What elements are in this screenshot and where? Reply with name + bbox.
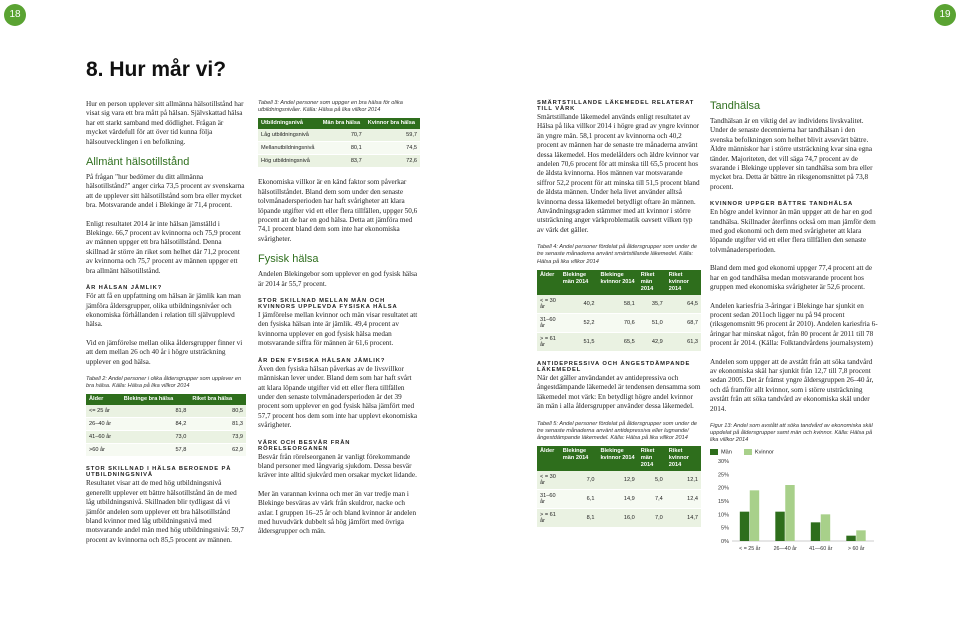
cell: Låg utbildningsnivå <box>258 129 320 142</box>
paragraph: Tandhälsan är en viktig del av individens livskvalitet. Under de senaste decennierna har tandhälsan i den svenska befolkningen som helhet blivit avsevärt bättre. Äldre människor har i större utsträckning kvar sina egna tänder. Majoriteten, det vill säga 74,7 procent av de svarande i Blekinge upplever sin tandhälsa som bra eller mycket bra. Detta är bättre än riksgenomsnittet på 73,8 procent. <box>710 117 873 191</box>
bar-män <box>775 512 784 541</box>
legend-item-kvinnor <box>744 449 774 455</box>
cell: 14,9 <box>597 490 637 509</box>
cell: 12,1 <box>666 471 701 490</box>
bar-män <box>740 512 749 541</box>
subheading-vark: VÄRK OCH BESVÄR FRÅN RÖRELSEORGANEN <box>258 439 351 452</box>
table-row <box>258 155 420 168</box>
legend-label: Kvinnor <box>754 449 774 456</box>
cell: 62,9 <box>189 444 246 457</box>
table-4 <box>537 270 701 352</box>
table-3-caption: Tabell 3: Andel personer som uppger en bra hälsa för olika utbildningsnivåer. Källa: Hälsa på lika villkor 2014 <box>258 100 403 114</box>
column-header: Riket bra hälsa <box>189 394 246 405</box>
paragraph: En högre andel kvinnor än män uppger att de har en god tandhälsa. Skillnader återfinns också om man jämför dem med god ekonomi och dem med svårigheter att klara löpande utgifter vid ett eller flera tillfällen den senaste tolvmånadersperioden. <box>710 208 876 254</box>
paragraph: Besvär från rörelseorganen är vanligt förekommande bland personer med långvarig sjukdom. Dessa besvär kräver inte alltid sjukvård men orsakar mycket lidande. <box>258 452 417 480</box>
cell: 73,0 <box>121 431 190 444</box>
column-header: Blekinge bra hälsa <box>121 394 190 405</box>
cell: 35,7 <box>638 295 666 314</box>
cell: 81,3 <box>189 418 246 431</box>
paragraph: Bland dem med god ekonomi uppger 77,4 procent att de har en god tandhälsa medan motsvarande procent hos gruppen med ekonomiska svårigheter är 52,6 procent. <box>710 264 873 292</box>
paragraph: Andelen Blekingebor som upplever en god fysisk hälsa är 2014 är 55,7 procent. <box>258 270 418 288</box>
column-header: Utbildningsnivå <box>258 118 320 129</box>
paragraph: I jämförelse mellan kvinnor och män visar resultatet att den fysiska hälsan inte är jämlik. 49,4 procent av kvinnorna upplever en god fysisk hälsa medan motsvarande siffra för männen är 61,6 procent. <box>258 311 418 348</box>
table-row <box>86 431 246 444</box>
column-header: Blekinge män 2014 <box>560 446 598 471</box>
cell: > = 61 år <box>537 332 560 351</box>
cell: < = 30 år <box>537 471 560 490</box>
cell: 59,7 <box>365 129 420 142</box>
paragraph: Smärtstillande läkemedel används enligt resultatet av Hälsa på lika villkor 2014 i högre grad av yngre kvinnor än yngre män. 58,1 procent av kvinnorna och 40,2 procent av männen har de senaste tre månaderna använt dessa läkemedel. Hos medelålders och äldre kvinnor var andelen 70,6 procent för att minska till 65,5 procent hos de äldsta kvinnorna. Hos männen var motsvarande siffror 52,2 procent för att minska till 51,5 procent bland de äldsta männen. Under hela livet använder alltså kvinnorna dessa läkemedel betydligt oftare än männen. Användningsgraden stämmer med att kvinnor i större utsträckning anger värkproblematik oavsett vilken typ av värk det gäller. <box>537 113 700 234</box>
cell: 7,0 <box>638 509 666 528</box>
column-header: Blekinge kvinnor 2014 <box>597 270 637 295</box>
column-header: Riket kvinnor 2014 <box>666 446 701 471</box>
legend-item-man <box>710 449 732 455</box>
table-row <box>537 490 701 509</box>
cell: 31–60 år <box>537 313 560 332</box>
page-number-left: 18 <box>4 4 26 26</box>
column-header: Blekinge män 2014 <box>560 270 598 295</box>
table-row <box>537 332 701 351</box>
subheading-fysisk-jamlik: ÄR DEN FYSISKA HÄLSAN JÄMLIK? <box>258 357 386 364</box>
cell: 57,8 <box>121 444 190 457</box>
paragraph: Resultatet visar att de med hög utbildningsnivå generellt upplever ett bättre hälsotillstånd än de med låg utbildningsnivå. Skillnaden blir tydligast då vi jämför andelen som upplever ett bra hälsotillstånd bland kvinnor med låg utbildningsnivå med motsvarande andel män med hög utbildningsnivå: 59,7 procent av kvinnorna och 85,5 procent av männen. <box>86 479 244 544</box>
cell: 8,1 <box>560 509 598 528</box>
paragraph: Ekonomiska villkor är en känd faktor som påverkar hälsotillståndet. Bland dem som under den senaste tolvmånadersperioden har haft svårigheter att klara löpande utgifter vid ett eller flera tillfällen, uppger 50,6 procent att de har en god hälsa. Detta att jämföra med 74,1 procent bland dem som inte har ekonomiska svårigheter. <box>258 178 418 243</box>
cell: < = 30 år <box>537 295 560 314</box>
table-2-caption: Tabell 2: Andel personer i olika åldersgrupper som upplever en bra hälsa. Källa: Hälsa på lika villkor 2014 <box>86 375 242 390</box>
x-tick-label: < = 25 år <box>739 546 761 553</box>
cell: Mellanutbildningsnivå <box>258 142 320 155</box>
figure-13-chart <box>710 449 878 555</box>
cell: 68,7 <box>666 313 701 332</box>
cell: 7,4 <box>638 490 666 509</box>
column-header: Riket kvinnor 2014 <box>666 270 701 295</box>
subheading-antidepressiva: ANTIDEPRESSIVA OCH ÅNGESTDÄMPANDE LÄKEMEDEL <box>537 360 691 373</box>
subheading-jamlik: ÄR HÄLSAN JÄMLIK? <box>86 285 163 292</box>
bar-kvinnor <box>821 514 830 541</box>
cell: 51,0 <box>638 313 666 332</box>
cell: <= 25 år <box>86 405 121 418</box>
legend-swatch <box>744 449 752 455</box>
cell: 84,2 <box>121 418 190 431</box>
cell: >60 år <box>86 444 121 457</box>
y-tick-label: 15% <box>717 499 729 506</box>
column-header: Män bra hälsa <box>320 118 365 129</box>
cell: 6,1 <box>560 490 598 509</box>
bar-kvinnor <box>785 485 794 541</box>
cell: 26–40 år <box>86 418 121 431</box>
cell: 40,2 <box>560 295 598 314</box>
cell: 64,5 <box>666 295 701 314</box>
page-number-right: 19 <box>934 4 956 26</box>
heading-tandhalsa: Tandhälsa <box>710 100 761 112</box>
cell: 70,6 <box>597 313 637 332</box>
y-tick-label: 0% <box>721 539 729 546</box>
cell: 31–60 år <box>537 490 560 509</box>
paragraph: Enligt resultatet 2014 är inte hälsan jämställd i Blekinge. 66,7 procent av kvinnorna och 75,9 procent av männen uppger ett bra hälsotillstånd. Denna skillnad är större än riket som helhet där 71,2 procent av kvinnorna och 75,7 procent av männen uppger ett bra allmänt hälsotillstånd. <box>86 219 241 275</box>
cell: 5,0 <box>638 471 666 490</box>
column-header: Ålder <box>537 270 560 295</box>
table-row <box>537 471 701 490</box>
legend-swatch <box>710 449 718 455</box>
paragraph: Även den fysiska hälsan påverkas av de livsvillkor människan lever under. Bland dem som har haft svårt att klara löpande utgifter vid ett eller flera tillfällen under den senaste tolvmånadersperioden är det 39 procent som upplever en god fysisk hälsa jämfört med 57,7 procent hos dem som inte har upplevt ekonomiska svårigheter. <box>258 364 418 430</box>
bar-chart <box>710 457 878 553</box>
subheading-fysisk-skillnad: STOR SKILLNAD MELLAN MÄN OCH KVINNORS UPPLEVDA FYSISKA HÄLSA <box>258 298 398 311</box>
cell: 42,9 <box>638 332 666 351</box>
y-tick-label: 30% <box>717 459 729 466</box>
bar-män <box>811 522 820 541</box>
cell: 7,0 <box>560 471 598 490</box>
column-header: Ålder <box>537 446 560 471</box>
table-row <box>86 418 246 431</box>
paragraph: Andelen som uppger att de avstått från att söka tandvård av ekonomiska skäl har sjunkit från 12,7 till 7,8 procent sedan 2005. Det är främst yngre åldersgruppen 26–40 år, och då framför allt kvinnor, som i större utsträckning avstått från att söka tandvård av ekonomiska skäl under 2014. <box>710 357 874 413</box>
paragraph: För att få en uppfattning om hälsan är jämlik kan man jämföra åldersgrupper, olika utbildningsnivåer och ekonomiska förhållanden i relation till självupplevd hälsa. <box>86 292 241 329</box>
cell: 14,7 <box>666 509 701 528</box>
cell: 16,0 <box>597 509 637 528</box>
table-row <box>258 142 420 155</box>
figure-13-caption: Figur 13: Andel som avstått att söka tandvård av ekonomiska skäl uppdelat på åldersgrupper samt män och kvinnor. Källa: Hälsa på lika villkor 2014 <box>710 422 873 444</box>
cell: 58,1 <box>597 295 637 314</box>
paragraph: Mer än varannan kvinna och mer än var tredje man i Blekinge besväras av värk från skuldror, nacke och axlar. I gruppen 16–25 år och bland kvinnor är andelen med huvudvärk dubbelt så hög jämfört med övriga åldersgrupper och män. <box>258 489 417 536</box>
heading-fysisk-halsa: Fysisk hälsa <box>258 253 319 266</box>
table-row <box>537 509 701 528</box>
column-header: Riket män 2014 <box>638 446 666 471</box>
cell: 12,9 <box>597 471 637 490</box>
cell: 72,6 <box>365 155 420 168</box>
legend-label: Män <box>721 449 732 456</box>
subheading-smartstillande: SMÄRTSTILLANDE LÄKEMEDEL RELATERAT TILL VÄRK <box>537 100 695 112</box>
bar-män <box>846 536 855 541</box>
cell: 41–60 år <box>86 431 121 444</box>
y-tick-label: 10% <box>717 512 729 519</box>
table-row <box>537 295 701 314</box>
paragraph: Vid en jämförelse mellan olika åldersgrupper finner vi att dem mellan 26 och 40 år i högre utsträckning upplever en god hälsa. <box>86 338 243 366</box>
x-tick-label: 26—40 år <box>773 546 797 553</box>
cell: 83,7 <box>320 155 365 168</box>
paragraph: När det gäller användandet av antidepressiva och ångestdämpande läkemedel är tendensen densamma som läkemedel mot värk: En betydligt högre andel kvinnor än män i alla åldersgrupper använder dessa läkemedel. <box>537 373 701 411</box>
cell: Hög utbildningsnivå <box>258 155 320 168</box>
cell: 51,5 <box>560 332 598 351</box>
column-4 <box>710 100 878 555</box>
paragraph: Andelen kariesfria 3-åringar i Blekinge har sjunkit en procent sedan 2011och ligger nu på 94 procent (riksgenomsnitt 96 procent år 2010). Andelen kariesfria 6-åringar har minskat något, från 80 procent år 2011 till 78 procent år 2014. (Källa: Folktandvårdens journalsystem) <box>710 301 878 348</box>
paragraph: På frågan "hur bedömer du ditt allmänna hälsotillstånd?" anger cirka 73,5 procent av svenskarna att de upplever sitt hälsotillstånd som bra eller mycket bra. Motsvarande andel i Blekinge är 71,4 procent. <box>86 173 245 210</box>
column-header: Riket män 2014 <box>638 270 666 295</box>
bar-kvinnor <box>750 490 759 541</box>
cell: 70,7 <box>320 129 365 142</box>
y-tick-label: 5% <box>721 525 729 532</box>
y-tick-label: 25% <box>717 472 729 479</box>
cell: 61,3 <box>666 332 701 351</box>
column-header: Kvinnor bra hälsa <box>365 118 420 129</box>
table-5-caption: Tabell 5: Andel personer fördelat på åldersgrupper som under de tre senaste månaderna använt antidepressiva eller lugnande/ångestdämpande läkemedel. Källa: Hälsa på lika villkor 2014 <box>537 420 698 441</box>
subheading-utbildning: STOR SKILLNAD I HÄLSA BEROENDE PÅ UTBILDNINGSNIVÅ <box>86 466 232 479</box>
table-row <box>258 129 420 142</box>
chart-legend <box>710 449 878 455</box>
heading-allmant-halsotillstand: Allmänt hälsotillstånd <box>86 156 190 169</box>
table-4-caption: Tabell 4: Andel personer fördelat på åldersgrupper som under de tre senaste månaderna använt smärtstillande läkemedel. Källa: Hälsa på lika villkor 2014 <box>537 244 698 265</box>
subheading-kvinnor-tandhalsa: KVINNOR UPPGER BÄTTRE TANDHÄLSA <box>710 201 854 208</box>
cell: 73,9 <box>189 431 246 444</box>
column-2 <box>258 100 420 546</box>
table-row <box>537 313 701 332</box>
cell: 12,4 <box>666 490 701 509</box>
cell: 80,1 <box>320 142 365 155</box>
y-tick-label: 20% <box>717 485 729 492</box>
table-row <box>86 405 246 418</box>
column-3 <box>537 100 701 528</box>
cell: 80,5 <box>189 405 246 418</box>
cell: > = 61 år <box>537 509 560 528</box>
bar-kvinnor <box>856 530 865 541</box>
chapter-title: 8. Hur mår vi? <box>86 58 227 81</box>
column-header: Blekinge kvinnor 2014 <box>597 446 637 471</box>
table-5 <box>537 446 701 528</box>
column-header: Ålder <box>86 394 121 405</box>
table-3 <box>258 118 420 168</box>
x-tick-label: 41—60 år <box>809 546 833 553</box>
cell: 52,2 <box>560 313 598 332</box>
x-tick-label: > 60 år <box>847 546 865 553</box>
cell: 81,8 <box>121 405 190 418</box>
cell: 65,5 <box>597 332 637 351</box>
table-row <box>86 444 246 457</box>
column-1 <box>86 100 246 554</box>
table-2 <box>86 394 246 457</box>
cell: 74,5 <box>365 142 420 155</box>
intro-paragraph: Hur en person upplever sitt allmänna hälsotillstånd har visat sig vara ett bra mått på hälsan. Självskattad hälsa har ett starkt samband med dödlighet. Frågan är mycket värdefull för att över tid kunna följa hälsoutvecklingen i en befolkning. <box>86 100 244 146</box>
